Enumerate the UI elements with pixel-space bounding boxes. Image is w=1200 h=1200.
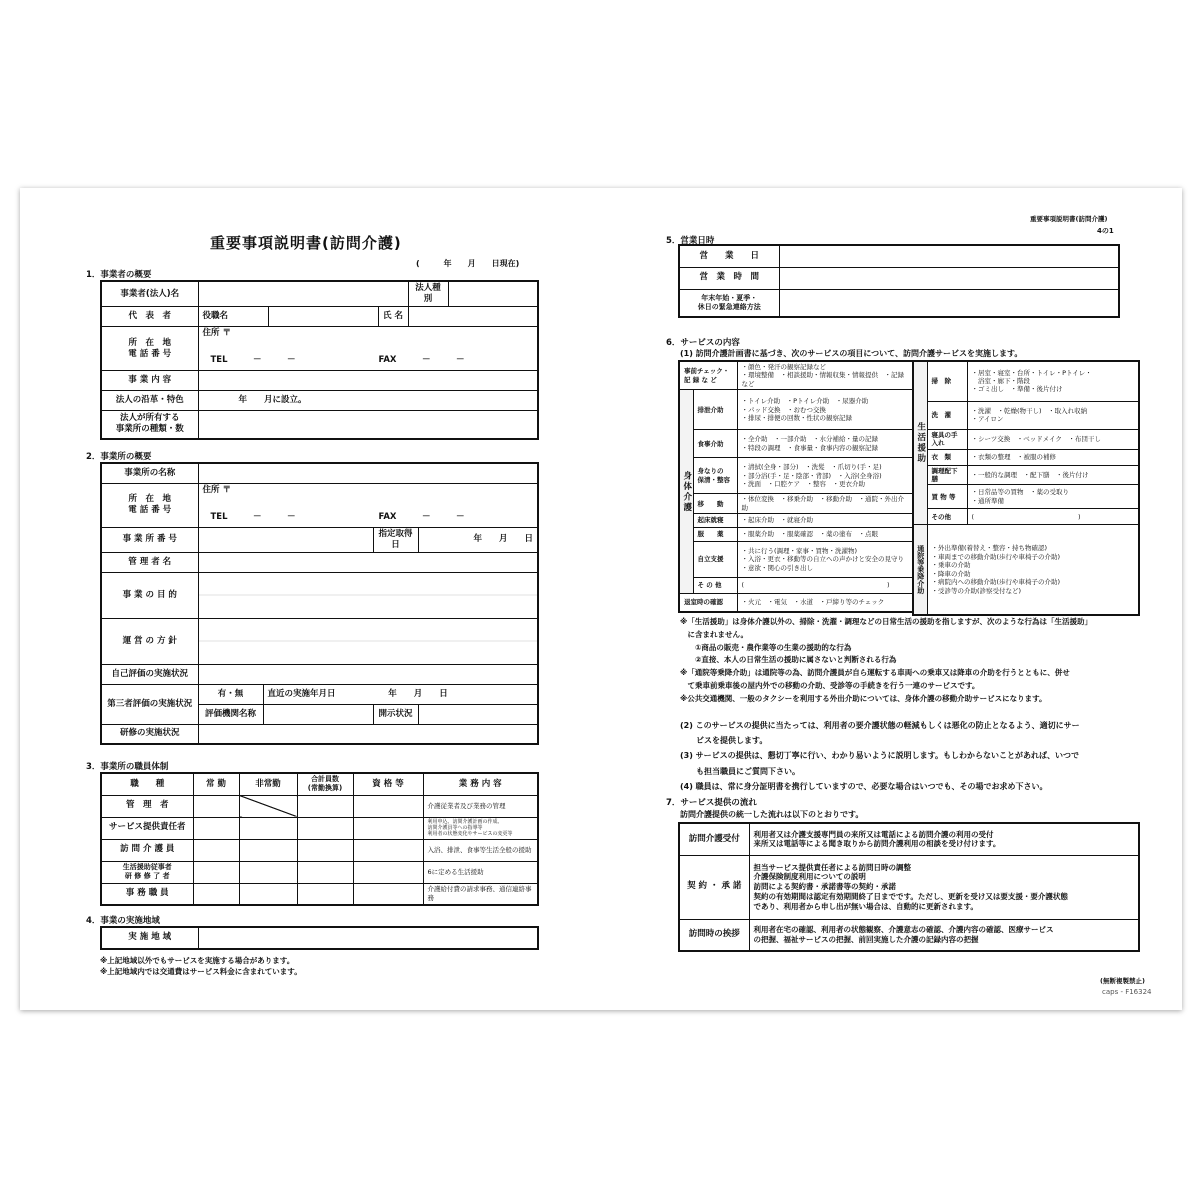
title-field-text: 役職名	[202, 311, 229, 322]
qualification-cell[interactable]	[353, 861, 423, 883]
header-parttime: 非常勤	[239, 773, 297, 795]
label-third-eval: 第三者評価の実施状況	[101, 684, 198, 724]
qualification-cell[interactable]	[353, 795, 423, 817]
staff-row	[101, 883, 538, 905]
body-item-value: ・清拭(全身・部分) ・洗髪 ・爪切り(手・足) ・部分浴(手・足・陰部・背部) ・入浴(全身浴) ・洗面 ・口腔ケア ・整容 ・更衣介助	[737, 458, 913, 494]
eval-org-field[interactable]	[263, 704, 373, 724]
office-fax-line: FAX － －	[378, 511, 465, 522]
body-item-value: ・起床介助 ・就寝介助	[737, 514, 913, 528]
service-notes-1: ※「生活援助」は身体介護以外の、掃除・洗濯・調理などの日常生活の援助を指しますが、次のような行為は「生活援助」 に含まれません。 ①商品の販売・農作業等の生業の援助的な行為 ②直接、本人の日常生活の援助に属さないと判断される行為 ※「通院等乗降介助」は通院等の為、訪問介護員が自ら運転する車両への乗車又は降車の介助を行うとともに、併せ て乗車前乗車後の屋内外での移動の介助、受診等の手続きを行う一連のサービスです。 ※公共交通機関、一般のタクシーを利用する外出介助については、身体介護の移動介助サービスになります。	[680, 617, 1092, 703]
staff-role: 訪 問 介 護 員	[101, 839, 193, 861]
purpose-field[interactable]	[198, 572, 538, 618]
life-item-key: 掃 除	[927, 361, 967, 401]
duty-text: 利用申込、訪問介護計画の作成、 訪問介護員等への指導等 利用者の状態変化やサービスの変更等	[423, 817, 538, 839]
section-2-table	[100, 462, 539, 745]
form-code: caps - F16324	[1102, 988, 1152, 996]
business-days-field[interactable]	[779, 245, 1119, 267]
history-field[interactable]	[198, 391, 538, 411]
office-address-field[interactable]	[198, 483, 538, 527]
label-disclosure: 開示状況	[373, 704, 418, 724]
staff-role: サービス提供責任者	[101, 817, 193, 839]
fulltime-cell[interactable]	[193, 839, 239, 861]
recent-date: 年 月 日	[388, 688, 448, 699]
staff-row	[101, 839, 538, 861]
label-self-eval: 自己評価の実施状況	[101, 664, 198, 684]
duty-text: 入浴、排泄、食事等生活全般の援助	[423, 839, 538, 861]
label-history: 法人の沿革・特色	[101, 391, 198, 411]
fulltime-cell[interactable]	[193, 795, 239, 817]
section-1-table	[100, 280, 539, 440]
life-item-value: ・居室・寝室・台所・トイレ・Pトイレ・ 浴室・廊下・階段 ・ゴミ出し ・準備・後片付け	[967, 361, 1139, 401]
document-title: 重要事項説明書(訪問介護)	[210, 234, 402, 252]
emergency-field[interactable]	[779, 289, 1119, 317]
recent-eval-field[interactable]	[263, 684, 538, 704]
pre-check-label: 事前チェック・ 記 録 な ど	[679, 361, 737, 390]
section-7-heading: 7．サービス提供の流れ	[666, 798, 757, 808]
body-item-value: ・全介助 ・一部介助 ・水分補給・量の記録 ・特段の調理 ・食事量・食事内容の観察記録	[737, 430, 913, 458]
document-sheet	[20, 188, 1182, 1010]
duty-text: 介護従業者及び業務の管理	[423, 795, 538, 817]
body-item-value: ・服薬介助 ・服薬確認 ・薬の塗布 ・点眼	[737, 528, 913, 542]
section-7-table	[678, 822, 1140, 952]
section-5-table	[678, 244, 1120, 318]
life-item-key: 洗 濯	[927, 401, 967, 429]
body-item-key: そ の 他	[693, 578, 737, 594]
life-item-value: ・日常品等の買物 ・薬の受取り ・通所準備	[967, 485, 1139, 509]
parttime-cell[interactable]	[239, 817, 297, 839]
copyright-note: (無断複製禁止)	[1100, 977, 1145, 985]
label-policy: 運 営 の 方 針	[101, 618, 198, 664]
flow-step: 契 約 ・ 承 諾	[679, 855, 749, 919]
label-manager: 管 理 者 名	[101, 552, 198, 572]
body-item-key: 起床就寝	[693, 514, 737, 528]
fulltime-cell[interactable]	[193, 817, 239, 839]
training-field[interactable]	[198, 724, 538, 744]
flow-row	[679, 855, 1139, 919]
date-line: ( 年 月 日現在)	[416, 259, 520, 268]
header-total: 合計員数 (常勤換算)	[297, 773, 353, 795]
service-notes-2: (2) このサービスの提供に当たっては、利用者の要介護状態の軽減もしくは悪化の防止となるよう、適切にサー ビスを提供します。 (3) サービスの提供は、懇切丁寧に行い、わかり易いように説明します。もしわからないことがあれば、いつで も担当職員にご質問下さい。 (4) 職員は、常に身分証明書を携行していますので、必要な場合はいつでも、その場でお求め下さい。	[680, 721, 1080, 791]
header-qualification: 資 格 等	[353, 773, 423, 795]
section-7-intro: 訪問介護提供の統一した流れは以下のとおりです。	[680, 810, 864, 819]
section-6-intro: (1) 訪問介護計画書に基づき、次のサービスの項目について、訪問介護サービスを実施します。	[680, 349, 1023, 358]
section-4-notes: ※上記地域以外でもサービスを実施する場合があります。 ※上記地域内では交通費はサービス料金に含まれています。	[100, 956, 302, 976]
label-purpose: 事 業 の 目 的	[101, 572, 198, 618]
section-2-heading: 2．事業所の概要	[86, 452, 152, 462]
label-name-field: 氏 名	[378, 307, 408, 327]
label-designation: 指定取得日	[373, 527, 418, 552]
body-item-key: 排泄介助	[693, 390, 737, 430]
recent-label: 直近の実施年月日	[267, 688, 336, 699]
address-prefix: 住所 〒	[202, 328, 231, 339]
qualification-cell[interactable]	[353, 817, 423, 839]
section-3-heading: 3．事業所の職員体制	[86, 762, 169, 772]
life-item-value: ・シーツ交換 ・ベッドメイク ・布団干し	[967, 429, 1139, 449]
label-corp-type: 法人種別	[408, 281, 448, 307]
label-office-no: 事 業 所 番 号	[101, 527, 198, 552]
staff-role: 生活援助従事者 研 修 修 了 者	[101, 861, 193, 883]
staff-role: 管 理 者	[101, 795, 193, 817]
total-cell[interactable]	[297, 883, 353, 905]
exit-check-items: ・火元 ・電気 ・水道 ・戸締り等のチェック	[737, 594, 913, 612]
fax-line: FAX － －	[378, 355, 465, 366]
section-5-heading: 5．営業日時	[666, 236, 715, 246]
section-4-table	[100, 926, 539, 950]
office-address-prefix: 住所 〒	[202, 484, 231, 495]
flow-row	[679, 823, 1139, 855]
label-office-address: 所 在 地 電 話 番 号	[101, 483, 198, 527]
label-business-days: 営 業 日	[679, 245, 779, 267]
staff-row	[101, 861, 538, 883]
total-cell[interactable]	[297, 839, 353, 861]
life-support-label: 生活援助	[913, 361, 927, 525]
body-item-value: ・共に行う(調理・家事・買物・洗濯物) ・入浴・更衣・移動等の自立への声かけと安全の見守り ・意欲・関心の引き出し	[737, 542, 913, 578]
label-eval-org: 評価機関名称	[198, 704, 263, 724]
corp-name-field[interactable]	[198, 281, 408, 307]
body-item-key: 身なりの 保清・整容	[693, 458, 737, 494]
corp-type-field[interactable]	[448, 281, 538, 307]
manager-field[interactable]	[198, 552, 538, 572]
designation-date[interactable]: 年 月 日	[418, 527, 538, 552]
policy-field[interactable]	[198, 618, 538, 664]
service-table-life	[912, 360, 1140, 616]
body-item-key: 食事介助	[693, 430, 737, 458]
section-6-heading: 6．サービスの内容	[666, 338, 740, 348]
rep-name-field[interactable]	[408, 307, 538, 327]
self-eval-field[interactable]	[198, 664, 538, 684]
pre-check-items: ・顔色・発汗の観察記録など ・環境整備 ・相談援助・情報収集・情報提供 ・記録など	[737, 361, 913, 390]
section-3-table	[100, 772, 539, 906]
header-role: 職 種	[101, 773, 193, 795]
staff-row	[101, 817, 538, 839]
label-training: 研修の実施状況	[101, 724, 198, 744]
transit-items: ・外出準備(着替え・整容・持ち物確認) ・車両までの移動介助(歩行や車椅子の介助) ・乗車の介助 ・降車の介助 ・病院内への移動介助(歩行や車椅子の介助) ・受診等の介助(診察受付など)	[927, 525, 1139, 615]
fulltime-cell[interactable]	[193, 883, 239, 905]
staff-row	[101, 795, 538, 817]
life-item-key: 調理配下膳	[927, 465, 967, 485]
life-item-key: その他	[927, 509, 967, 525]
flow-step: 訪問時の挨拶	[679, 919, 749, 951]
facilities-field[interactable]	[198, 411, 538, 439]
business-field[interactable]	[198, 371, 538, 391]
header-fulltime: 常 勤	[193, 773, 239, 795]
qualification-cell[interactable]	[353, 839, 423, 861]
address-field[interactable]	[198, 327, 538, 371]
life-item-value: ( )	[967, 509, 1139, 525]
label-office-name: 事業所の名称	[101, 463, 198, 483]
fulltime-cell[interactable]	[193, 861, 239, 883]
life-item-value: ・衣類の整理 ・被服の補修	[967, 449, 1139, 465]
body-item-key: 移 動	[693, 494, 737, 514]
body-item-value: ( )	[737, 578, 913, 594]
parttime-cell-diagonal	[239, 795, 297, 817]
founded-text: 年 月に設立。	[238, 395, 307, 406]
body-item-key: 服 薬	[693, 528, 737, 542]
disclosure-field[interactable]	[418, 704, 538, 724]
office-no-field[interactable]	[198, 527, 373, 552]
life-item-key: 買 物 等	[927, 485, 967, 509]
service-table-body	[678, 360, 914, 613]
area-field[interactable]	[198, 927, 538, 949]
exit-check-label: 退室時の確認	[679, 594, 737, 612]
staff-role: 事 務 職 員	[101, 883, 193, 905]
label-title-field	[198, 307, 268, 327]
life-item-value: ・洗濯 ・乾燥(物干し) ・取入れ収納 ・アイロン	[967, 401, 1139, 429]
label-facilities: 法人が所有する 事業所の種類・数	[101, 411, 198, 439]
transit-label: 通院等乗降介助	[913, 525, 927, 615]
label-business-hours: 営 業 時 間	[679, 267, 779, 289]
duty-text: 介護給付費の請求事務、通信連絡事務	[423, 883, 538, 905]
body-care-label: 身体介護	[679, 390, 693, 594]
body-item-key: 自立支援	[693, 542, 737, 578]
body-item-value: ・トイレ介助 ・Pトイレ介助 ・尿器介助 ・パッド交換 ・おむつ交換 ・排尿・排便の回数・性状の観察記録	[737, 390, 913, 430]
total-cell[interactable]	[297, 817, 353, 839]
flow-detail: 利用者又は介護支援専門員の来所又は電話による訪問介護の利用の受付 来所又は電話等による聞き取りから訪問介護利用の相談を受け付けます。	[749, 823, 1139, 855]
office-tel-line: TEL － －	[210, 511, 296, 522]
body-item-value: ・体位変換 ・移乗介助 ・移動介助 ・通院・外出介助	[737, 494, 913, 514]
flow-row	[679, 919, 1139, 951]
life-item-value: ・一般的な調理 ・配下膳 ・後片付け	[967, 465, 1139, 485]
office-name-field[interactable]	[198, 463, 538, 483]
label-corp-name: 事業者(法人)名	[101, 281, 198, 307]
parttime-cell[interactable]	[239, 861, 297, 883]
tel-line: TEL － －	[210, 355, 296, 366]
label-address: 所 在 地 電 話 番 号	[101, 327, 198, 371]
label-representative: 代 表 者	[101, 307, 198, 327]
header-duty: 業 務 内 容	[423, 773, 538, 795]
yes-no-option[interactable]: 有・無	[198, 684, 263, 704]
section-4-heading: 4．事業の実施地域	[86, 916, 160, 926]
flow-detail: 利用者在宅の確認、利用者の状態観察、介護意志の確認、介護内容の確認、医療サービス の把握、福祉サービスの把握、前回実施した介護の記録内容の把握	[749, 919, 1139, 951]
life-item-key: 寝具の手入れ	[927, 429, 967, 449]
label-emergency: 年末年始・夏季・ 休日の緊急連絡方法	[679, 289, 779, 317]
life-item-key: 衣 類	[927, 449, 967, 465]
label-area: 実 施 地 域	[101, 927, 198, 949]
qualification-cell[interactable]	[353, 883, 423, 905]
flow-detail: 担当サービス提供責任者による訪問日時の調整 介護保険制度利用についての説明 訪問による契約書・承諾書等の契約・承諾 契約の有効期間は認定有効期間終了日までです。ただし、更新を受け又は要支援・要介護状態 であり、利用者から申し出が無い場合は、自動的に更新されます。	[749, 855, 1139, 919]
total-cell[interactable]	[297, 795, 353, 817]
flow-step: 訪問介護受付	[679, 823, 749, 855]
duty-text: 6に定める生活援助	[423, 861, 538, 883]
rep-title-field[interactable]	[268, 307, 378, 327]
label-business: 事 業 内 容	[101, 371, 198, 391]
business-hours-field[interactable]	[779, 267, 1119, 289]
total-cell[interactable]	[297, 861, 353, 883]
parttime-cell[interactable]	[239, 839, 297, 861]
form-title-small: 重要事項説明書(訪問介護)	[1030, 215, 1108, 223]
section-1-heading: 1．事業者の概要	[86, 270, 152, 280]
parttime-cell[interactable]	[239, 883, 297, 905]
page-number: 4の1	[1097, 227, 1114, 235]
